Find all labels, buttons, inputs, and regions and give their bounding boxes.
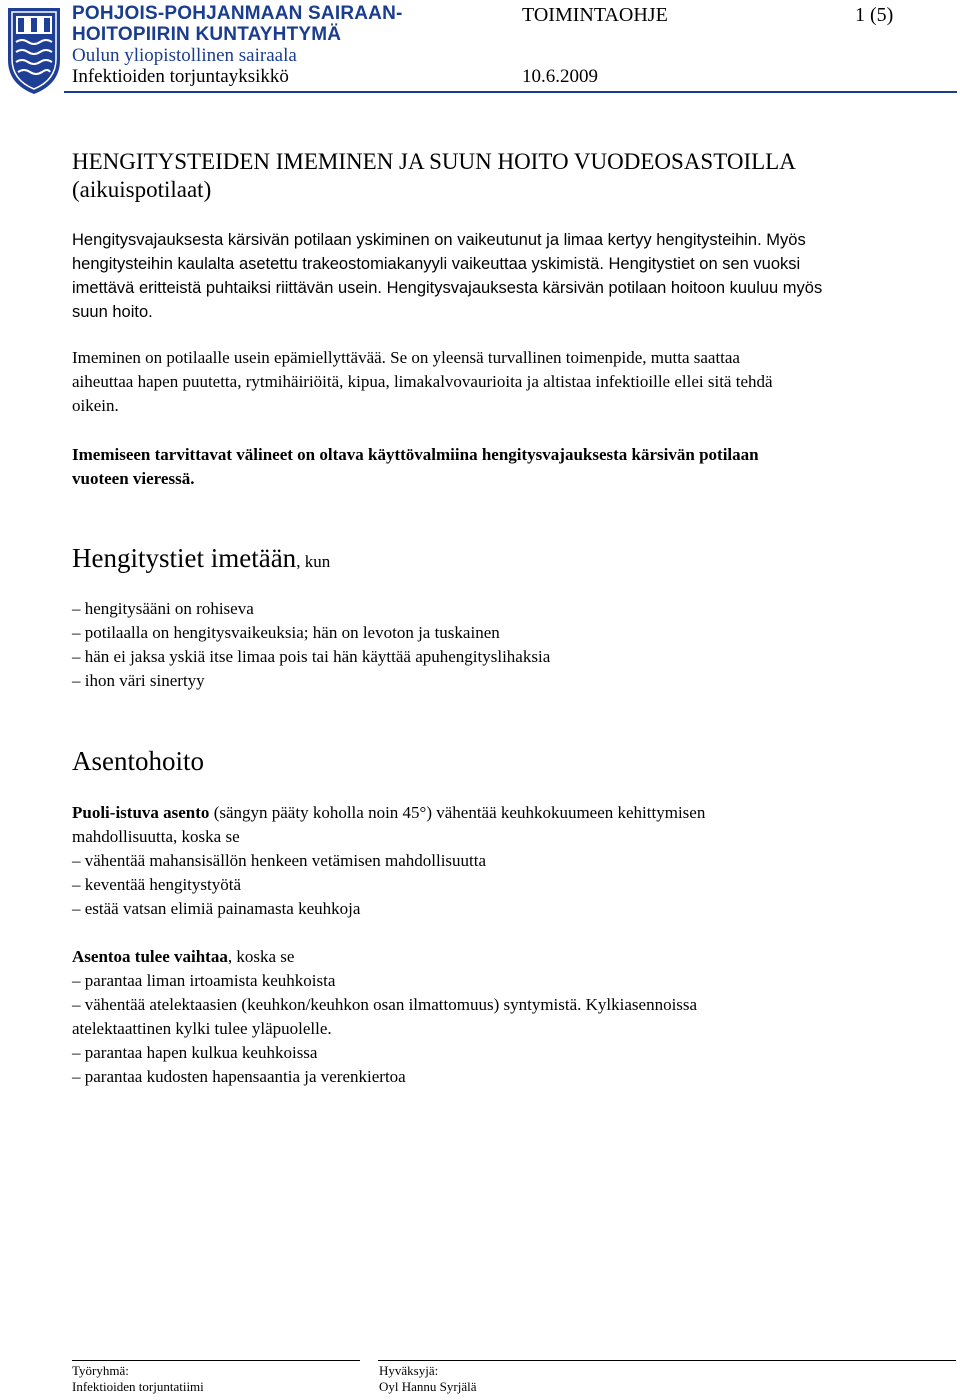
list-item: atelektaattinen kylki tulee yläpuolelle.: [72, 1019, 332, 1038]
list-item: – parantaa hapen kulkua keuhkoissa: [72, 1043, 318, 1062]
footer-divider-right: [378, 1360, 956, 1361]
list-item: – hengitysääni on rohiseva: [72, 599, 254, 618]
intro-line: imettävä eritteistä puhtaiksi riittävän usein. Hengitysvajauksesta kärsivän potilaan hoitoon kuuluu myös: [72, 279, 823, 297]
section-heading-positioning: Asentohoito: [72, 746, 204, 776]
semi-sitting-line: [72, 801, 942, 825]
title-line-2: (aikuispotilaat): [72, 177, 212, 202]
header-divider: [64, 91, 957, 93]
equipment-paragraph: [72, 443, 942, 491]
semi-sitting-block: [72, 801, 942, 921]
risk-line: Imeminen on potilaalle usein epämiellyttävää. Se on yleensä turvallinen toimenpide, mutta saattaa: [72, 348, 740, 367]
organization-line-2: HOITOPIIRIN KUNTAYHTYMÄ: [72, 24, 342, 45]
section-heading-text: Hengitystiet imetään: [72, 543, 297, 573]
position-change-text: , koska se: [227, 947, 295, 966]
section-heading-suction: [72, 542, 330, 578]
intro-line: Hengitysvajauksesta kärsivän potilaan yskiminen on vaikeutunut ja limaa kertyy hengitysteihin. Myös: [72, 231, 806, 249]
page-number: 1 (5): [855, 4, 894, 26]
hospital-district-logo: [4, 2, 64, 96]
list-item: – estää vatsan elimiä painamasta keuhkoja: [72, 899, 361, 918]
risk-line: oikein.: [72, 396, 119, 415]
list-item: – hän ei jaksa yskiä itse limaa pois tai hän käyttää apuhengityslihaksia: [72, 647, 551, 666]
semi-sitting-term: Puoli-istuva asento: [72, 803, 210, 822]
list-item: – parantaa liman irtoamista keuhkoista: [72, 971, 336, 990]
footer-approver: [379, 1363, 476, 1395]
organization-name: [72, 3, 403, 45]
list-item: – vähentää atelektaasien (keuhkon/keuhkon osan ilmattomuus) syntymistä. Kylkiasennoissa: [72, 995, 698, 1014]
equipment-line: Imemiseen tarvittavat välineet on oltava käyttövalmiina hengitysvajauksesta kärsivän potilaan: [72, 445, 759, 464]
list-item: – parantaa kudosten hapensaantia ja verenkiertoa: [72, 1067, 406, 1086]
suction-indications-list: [72, 597, 942, 693]
equipment-line: vuoteen vieressä.: [72, 469, 195, 488]
semi-sitting-line-2: mahdollisuutta, koska se: [72, 827, 240, 846]
footer-divider-left: [72, 1360, 360, 1361]
section-heading-suffix: , kun: [296, 552, 331, 571]
position-change-line: [72, 945, 942, 969]
position-change-block: [72, 945, 942, 1089]
list-item: – potilaalla on hengitysvaikeuksia; hän on levoton ja tuskainen: [72, 623, 500, 642]
intro-line: hengitysteihin kaulalta asetettu trakeostomiakanyyli vaikeuttaa yskimistä. Hengitystiet on sen vuoksi: [72, 255, 801, 273]
document-title: [72, 148, 942, 204]
footer-workgroup-label: Työryhmä:: [72, 1363, 129, 1378]
risk-paragraph: [72, 346, 942, 418]
list-item: – keventää hengitystyötä: [72, 875, 242, 894]
title-line-1: HENGITYSTEIDEN IMEMINEN JA SUUN HOITO VUODEOSASTOILLA: [72, 149, 796, 174]
list-item: – ihon väri sinertyy: [72, 671, 205, 690]
footer-workgroup: [72, 1363, 204, 1395]
organization-line-1: POHJOIS-POHJANMAAN SAIRAAN-: [72, 3, 403, 24]
document-type: TOIMINTAOHJE: [522, 4, 668, 26]
footer-approver-value: Oyl Hannu Syrjälä: [379, 1379, 477, 1394]
intro-line: suun hoito.: [72, 303, 153, 321]
intro-paragraph: [72, 228, 942, 324]
document-date: 10.6.2009: [522, 66, 598, 87]
risk-line: aiheuttaa hapen puutetta, rytmihäiriöitä, kipua, limakalvovaurioita ja altistaa infektioille ellei sitä tehdä: [72, 372, 773, 391]
unit-name: Infektioiden torjuntayksikkö: [72, 66, 289, 87]
semi-sitting-text: (sängyn pääty koholla noin 45°) vähentää keuhkokuumeen kehittymisen: [209, 803, 706, 822]
list-item: – vähentää mahansisällön henkeen vetämisen mahdollisuutta: [72, 851, 487, 870]
position-change-term: Asentoa tulee vaihtaa: [72, 947, 228, 966]
hospital-name: Oulun yliopistollinen sairaala: [72, 45, 297, 66]
footer-approver-label: Hyväksyjä:: [379, 1363, 439, 1378]
footer-workgroup-value: Infektioiden torjuntatiimi: [72, 1379, 204, 1394]
